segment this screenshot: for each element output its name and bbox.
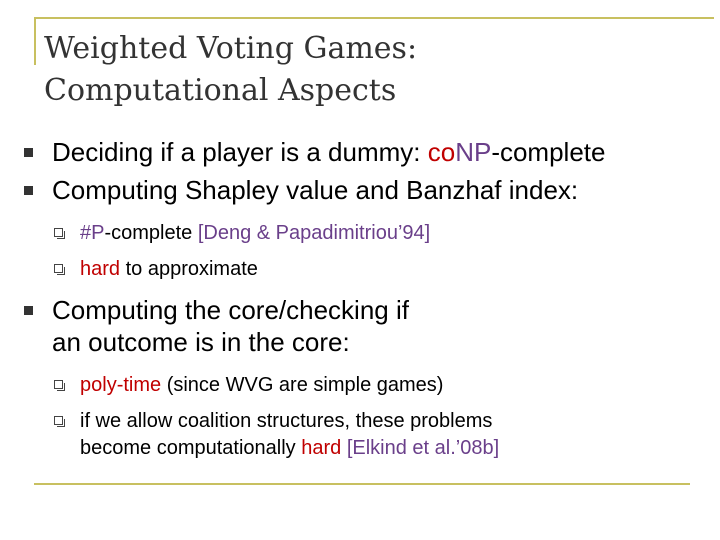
sub-bullet-approx	[54, 256, 674, 283]
title-line-1: Weighted Voting Games:	[44, 31, 418, 66]
sub-bullet-polytime	[54, 372, 674, 399]
hollow-square-bullet-icon	[54, 264, 63, 273]
top-rule	[34, 17, 714, 19]
citation: [Elkind et al.’08b]	[341, 437, 500, 459]
sub-text: to approximate	[120, 258, 258, 280]
sub-line-1: if we allow coalition structures, these problems	[80, 410, 493, 432]
highlight-hard: hard	[301, 437, 342, 459]
bottom-rule	[34, 483, 690, 485]
highlight-co: co	[427, 137, 456, 167]
highlight-hard: hard	[80, 258, 121, 280]
bullet-text	[52, 294, 704, 358]
sub-bullet-complexity	[54, 220, 674, 247]
hollow-square-bullet-icon	[54, 416, 63, 425]
citation: [Deng & Papadimitriou’94]	[197, 222, 431, 244]
square-bullet-icon	[24, 148, 33, 157]
highlight-np: NP	[455, 137, 492, 167]
sub-bullet-text	[80, 220, 674, 247]
hollow-square-bullet-icon	[54, 380, 63, 389]
sub-bullet-text	[80, 372, 674, 399]
bullet-line-1: Computing the core/checking if	[52, 295, 409, 325]
sub-text: (since WVG are simple games)	[161, 374, 444, 396]
bullet-suffix: -complete	[491, 137, 606, 167]
highlight-poly-time: poly-time	[80, 374, 162, 396]
sub-bullet-text	[80, 408, 674, 462]
bullet-dummy	[24, 136, 704, 168]
sub-text: -complete	[104, 222, 198, 244]
sub-line-2	[80, 435, 674, 462]
bullet-prefix: Deciding if a player is a dummy:	[52, 137, 428, 167]
left-rule	[34, 17, 36, 65]
bullet-text	[52, 136, 704, 168]
bullet-line-2: an outcome is in the core:	[52, 327, 350, 357]
square-bullet-icon	[24, 186, 33, 195]
sub-bullet-coalition	[54, 408, 674, 462]
title-line-2: Computational Aspects	[44, 73, 397, 108]
square-bullet-icon	[24, 306, 33, 315]
slide-title	[44, 28, 684, 112]
hollow-square-bullet-icon	[54, 228, 63, 237]
sub-bullet-text	[80, 256, 674, 283]
bullet-core	[24, 294, 704, 358]
highlight-sharp-p: #P	[80, 222, 105, 244]
bullet-text: Computing Shapley value and Banzhaf index:	[52, 175, 579, 205]
sub-text: become computationally	[80, 437, 302, 459]
bullet-shapley	[24, 174, 704, 206]
